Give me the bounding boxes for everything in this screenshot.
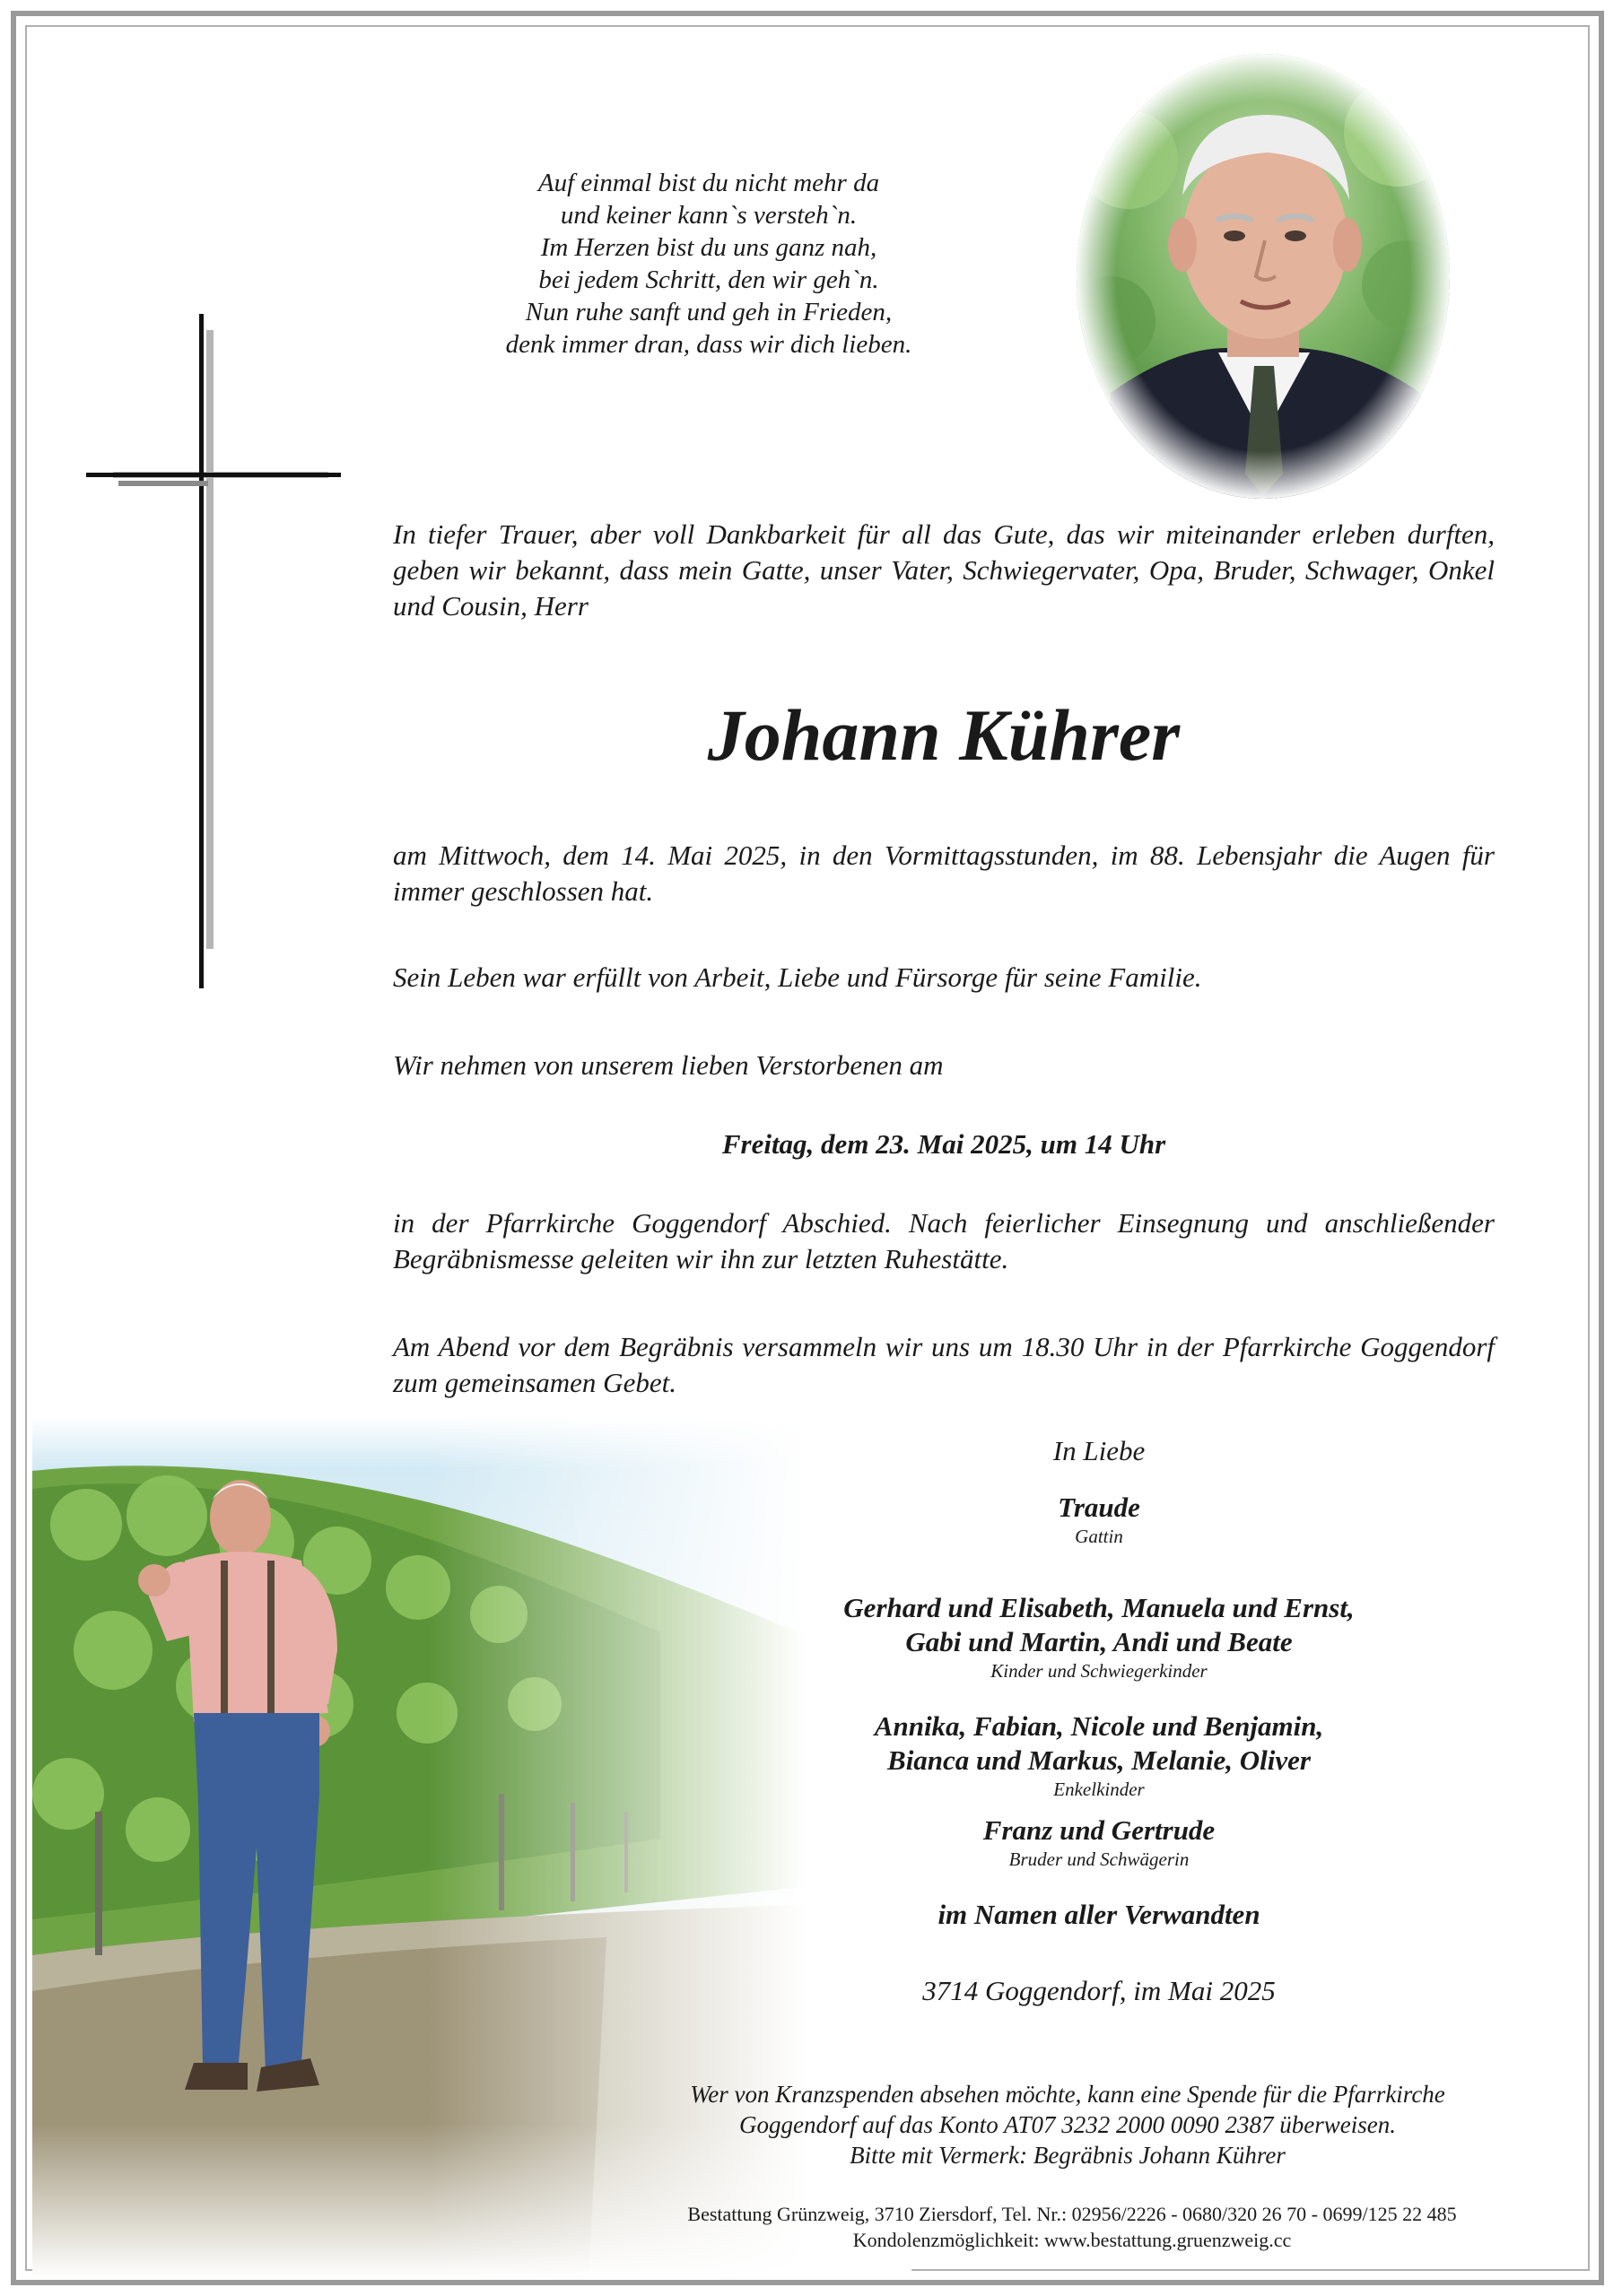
signature-group (736, 1709, 1462, 1801)
farewell-intro: Wir nehmen von unserem lieben Verstorbenen am (393, 1049, 944, 1081)
signature-names: Franz und Gertrude (982, 1814, 1216, 1846)
signature-role: Gattin (1075, 1526, 1123, 1547)
donation-line: Wer von Kranzspenden absehen möchte, kann eine Spende für die Pfarrkirche (690, 2081, 1445, 2108)
prayer-text: Am Abend vor dem Begräbnis versammeln wir uns um 18.30 Uhr in der Pfarrkirche Goggendorf zum gemeinsamen Gebet. (393, 1331, 1495, 1398)
donation-line: Goggendorf auf das Konto AT07 3232 2000 0090 2387 überweisen. (738, 2111, 1396, 2138)
death-text: am Mittwoch, dem 14. Mai 2025, in den Vormittagsstunden, im 88. Lebensjahr die Augen für immer geschlossen hat. (393, 839, 1495, 907)
poem-line: und keiner kann`s versteh`n. (560, 201, 858, 230)
condolence-link[interactable]: Kondolenzmöglichkeit: www.bestattung.gruenzweig.cc (852, 2229, 1292, 2251)
poem-line: bei jedem Schritt, den wir geh`n. (538, 265, 879, 294)
signature-closing: im Namen aller Verwandten (937, 1899, 1260, 1930)
poem-line: denk immer dran, dass wir dich lieben. (505, 330, 912, 359)
donation-note (574, 2079, 1561, 2170)
life-text: Sein Leben war erfüllt von Arbeit, Liebe und Fürsorge für seine Familie. (393, 961, 1202, 993)
farewell-date: Freitag, dem 23. Mai 2025, um 14 Uhr (721, 1128, 1166, 1160)
poem (431, 167, 987, 361)
signature-group (736, 1813, 1462, 1871)
signature-opening: In Liebe (1052, 1435, 1146, 1466)
signature-names: Bianca und Markus, Melanie, Oliver (887, 1744, 1311, 1776)
signature-role: Enkelkinder (1053, 1779, 1145, 1800)
place-date: 3714 Goggendorf, im Mai 2025 (922, 1975, 1276, 2006)
signature-names: Annika, Fabian, Nicole und Benjamin, (874, 1710, 1324, 1742)
poem-line: Auf einmal bist du nicht mehr da (537, 169, 880, 197)
deceased-name: Johann Kührer (707, 694, 1181, 776)
signature-group (736, 1591, 1462, 1683)
poem-line: Im Herzen bist du uns ganz nah, (540, 233, 877, 262)
signature-role: Kinder und Schwiegerkinder (990, 1660, 1208, 1682)
poem-line: Nun ruhe sanft und geh in Frieden, (525, 298, 893, 326)
undertaker-info: Bestattung Grünzweig, 3710 Ziersdorf, Tel. Nr.: 02956/2226 - 0680/320 26 70 - 0699/125 22 485 (687, 2203, 1457, 2225)
donation-line: Bitte mit Vermerk: Begräbnis Johann Kührer (850, 2142, 1286, 2169)
signature-names: Gerhard und Elisabeth, Manuela und Ernst, (843, 1592, 1355, 1623)
signature-names: Traude (1058, 1492, 1140, 1523)
farewell-place: in der Pfarrkirche Goggendorf Abschied. Nach feierlicher Einsegnung und anschließender Begräbnismesse geleiten wir ihn zur letzten Ruhestätte. (393, 1207, 1495, 1274)
signature-names: Gabi und Martin, Andi und Beate (905, 1626, 1293, 1657)
intro-text: In tiefer Trauer, aber voll Dankbarkeit für all das Gute, das wir miteinander erleben durften, geben wir bekannt, dass mein Gatte, unser Vater, Schwiegervater, Opa, Bruder, Schwager, Onkel und Cousin, Herr (393, 518, 1495, 622)
signature-role: Bruder und Schwägerin (1008, 1848, 1190, 1870)
signature-group (736, 1491, 1462, 1548)
cross-icon (86, 314, 346, 996)
portrait-photo (1075, 52, 1452, 500)
